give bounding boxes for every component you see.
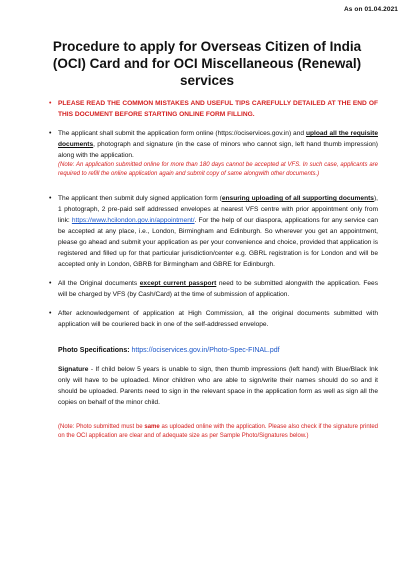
photo-note-b: as uploaded online with the application. Please also check if the signature printed on the OCI application are clear and of adequate size as per Sample Photo/Signatures below.) bbox=[58, 424, 378, 439]
signature-section bbox=[58, 364, 378, 408]
photo-note-emphasis: same bbox=[144, 424, 160, 431]
item2-text-a: The applicant then submit duly signed application form ( bbox=[58, 195, 222, 203]
bullet-icon: • bbox=[49, 130, 52, 137]
item3-text-a: All the Original documents bbox=[58, 280, 140, 288]
list-item-original-documents bbox=[49, 278, 378, 300]
warning-text: PLEASE READ THE COMMON MISTAKES AND USEFUL TIPS CAREFULLY DETAILED AT THE END OF THIS DOCUMENT BEFORE STARTING ONLINE FORM FILLING. bbox=[58, 100, 378, 118]
bullet-icon: • bbox=[49, 280, 52, 288]
item1-text-a: The applicant shall submit the application form online (https://ociservices.gov.in) and bbox=[58, 130, 306, 137]
item1-note: (Note: An application submitted online for more than 180 days cannot be accepted at VFS. In such case, applicants are required to refill the online application again and submit copy of same alongwith other documents.) bbox=[58, 162, 378, 177]
appointment-link[interactable]: https://www.hcilondon.gov.in/appointment/ bbox=[71, 217, 195, 225]
photo-note bbox=[58, 423, 378, 440]
list-item-acknowledgement bbox=[49, 308, 378, 330]
item2-text-b: ), 1 photograph, 2 pre-paid self addressed envelopes at nearest VFS centre with prior appointment only from link: bbox=[58, 195, 378, 225]
bullet-icon: • bbox=[49, 100, 52, 107]
as-on-date: As on 01.04.2021 bbox=[344, 6, 398, 13]
photo-specifications bbox=[58, 345, 378, 356]
item3-emphasis: except current passport bbox=[139, 280, 217, 288]
document-body bbox=[49, 98, 379, 440]
list-item-vfs-submission bbox=[49, 193, 379, 270]
item1-text-b: , photograph and signature (in the case of minors who cannot sign, left hand thumb impression) along with the application. bbox=[58, 141, 378, 159]
list-item-submit-online bbox=[49, 128, 378, 178]
signature-label: Signature bbox=[58, 366, 89, 374]
item2-emphasis: ensuring uploading of all supporting documents bbox=[221, 195, 374, 203]
page-title: Procedure to apply for Overseas Citizen of India (OCI) Card and for OCI Miscellaneous (Renewal) services bbox=[52, 39, 362, 88]
photo-note-a: (Note: Photo submitted must be bbox=[58, 424, 145, 431]
item4-text: After acknowledgement of application at High Commission, all the original documents submitted with application will be couriered back in one of the self-addressed envelope. bbox=[58, 310, 378, 329]
signature-text: - If child below 5 years is unable to sign, then thumb impressions (left hand) with Blue/Black Ink only will have to be uploaded. Minor children who are able to sign/write their names should do so and it should be uploaded. Parents need to sign in the relevant space in the application form as well as sign all the copies on behalf of the minor child. bbox=[58, 366, 378, 407]
item3-text-b: need to be submitted alongwith the application. Fees will be charged by VFS (by Cash/Card) at the time of submission of application. bbox=[58, 280, 378, 299]
item1-emphasis: upload all the requisite documents bbox=[58, 130, 378, 148]
bullet-icon: • bbox=[49, 195, 52, 203]
bullet-icon: • bbox=[49, 310, 52, 318]
warning-item bbox=[49, 98, 378, 120]
photo-spec-link[interactable]: https://ociservices.gov.in/Photo-Spec-FINAL.pdf bbox=[129, 347, 280, 355]
item2-text-c: . For the help of our diaspora, applications for any service can be accepted at any place, i.e., London, Birmingham and Edinburgh. So wherever you get an appointment, please go ahead and submit your application as per your convenience and choice, provided that application is registered and filled up for that particular jurisdiction/center e.g. GBRL registration is for London and will be accepted only in London, GBRB for Birmingham and GBRE for Edinburgh. bbox=[58, 217, 379, 269]
photo-spec-label: Photo Specifications: bbox=[58, 347, 130, 355]
